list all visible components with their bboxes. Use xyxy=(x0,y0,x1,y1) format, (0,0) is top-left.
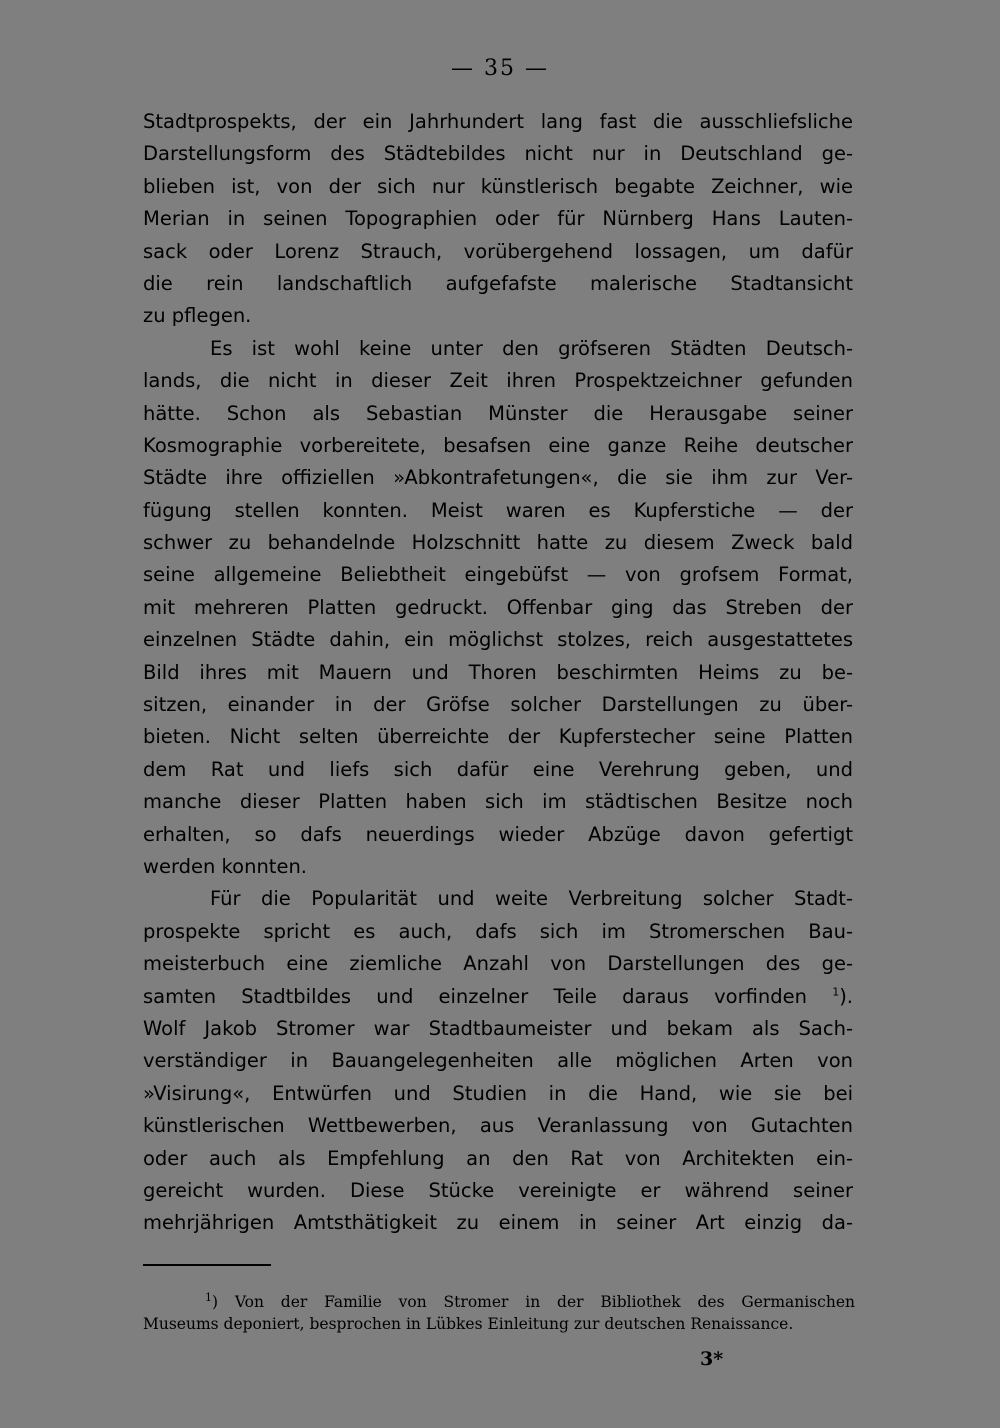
text-line: seine allgemeine Beliebtheit eingebüfst — von grofsem Format, xyxy=(143,563,853,587)
page-number: — 35 — xyxy=(451,56,549,81)
footnote-line-text: ) Von der Familie von Stromer in der Bibliothek des Germanischen xyxy=(212,1293,855,1311)
text-line: blieben ist, von der sich nur künstlerisch begabte Zeichner, wie xyxy=(143,174,853,198)
text-line: verständiger in Bauangelegenheiten alle möglichen Arten von xyxy=(143,1049,853,1073)
footnote-line: Museums deponiert, besprochen in Lübkes Einleitung zur deutschen Renaissance. xyxy=(143,1315,794,1333)
text-line: die rein landschaftlich aufgefafste malerische Stadtansicht xyxy=(143,271,853,295)
text-line: Darstellungsform des Städtebildes nicht nur in Deutschland ge- xyxy=(143,142,853,166)
text-line: Es ist wohl keine unter den gröfseren Städten Deutsch- xyxy=(210,336,853,360)
text-line: »Visirung«, Entwürfen und Studien in die Hand, wie sie bei xyxy=(143,1081,853,1105)
text-line: bieten. Nicht selten überreichte der Kupferstecher seine Platten xyxy=(143,725,853,749)
text-line: Bild ihres mit Mauern und Thoren beschirmten Heims zu be- xyxy=(143,660,853,684)
footnote xyxy=(143,1291,855,1335)
text-line: meisterbuch eine ziemliche Anzahl von Darstellungen des ge- xyxy=(143,952,853,976)
signature-mark: 3* xyxy=(700,1348,724,1370)
text-line: prospekte spricht es auch, dafs sich im Stromerschen Bau- xyxy=(143,919,853,943)
text-line: schwer zu behandelnde Holzschnitt hatte zu diesem Zweck bald xyxy=(143,531,853,555)
text-line: dem Rat und liefs sich dafür eine Verehrung geben, und xyxy=(143,757,853,781)
footnote-line xyxy=(143,1291,855,1313)
text-line-with-footnote-ref xyxy=(143,981,853,1013)
footnote-reference-suffix: ). xyxy=(839,984,853,1008)
text-line: Städte ihre offiziellen »Abkontrafetungen«, die sie ihm zur Ver- xyxy=(143,466,853,490)
text-line: Für die Popularität und weite Verbreitung solcher Stadt- xyxy=(210,887,853,911)
text-line: erhalten, so dafs neuerdings wieder Abzüge davon gefertigt xyxy=(143,822,853,846)
text-line: werden konnten. xyxy=(143,854,307,878)
text-line: manche dieser Platten haben sich im städtischen Besitze noch xyxy=(143,790,853,814)
text-line: mehrjährigen Amtsthätigkeit zu einem in seiner Art einzig da- xyxy=(143,1211,853,1235)
text-line: hätte. Schon als Sebastian Münster die Herausgabe seiner xyxy=(143,401,853,425)
text-line-content: samten Stadtbildes und einzelner Teile daraus vorfinden xyxy=(143,984,807,1008)
text-line: fügung stellen konnten. Meist waren es Kupferstiche — der xyxy=(143,498,853,522)
text-line: mit mehreren Platten gedruckt. Offenbar ging das Streben der xyxy=(143,595,853,619)
footnote-divider xyxy=(143,1264,271,1266)
footnote-reference: 1 xyxy=(832,985,840,999)
text-line: Kosmographie vorbereitete, besafsen eine ganze Reihe deutscher xyxy=(143,433,853,457)
text-line: oder auch als Empfehlung an den Rat von Architekten ein- xyxy=(143,1146,853,1170)
text-line: einzelnen Städte dahin, ein möglichst stolzes, reich ausgestattetes xyxy=(143,628,853,652)
text-line: Merian in seinen Topographien oder für Nürnberg Hans Lauten- xyxy=(143,207,853,231)
text-line: Stadtprospekts, der ein Jahrhundert lang fast die ausschliefsliche xyxy=(143,110,853,133)
text-line: zu pflegen. xyxy=(143,304,252,328)
body-text xyxy=(143,106,853,1240)
text-line: künstlerischen Wettbewerben, aus Veranlassung von Gutachten xyxy=(143,1114,853,1138)
text-line: gereicht wurden. Diese Stücke vereinigte er während seiner xyxy=(143,1178,853,1202)
text-line: sitzen, einander in der Gröfse solcher Darstellungen zu über- xyxy=(143,693,853,717)
footnote-marker: 1 xyxy=(205,1290,212,1304)
text-line: lands, die nicht in dieser Zeit ihren Prospektzeichner gefunden xyxy=(143,369,853,393)
text-line: Wolf Jakob Stromer war Stadtbaumeister und bekam als Sach- xyxy=(143,1016,853,1040)
text-line: sack oder Lorenz Strauch, vorübergehend lossagen, um dafür xyxy=(143,239,853,263)
